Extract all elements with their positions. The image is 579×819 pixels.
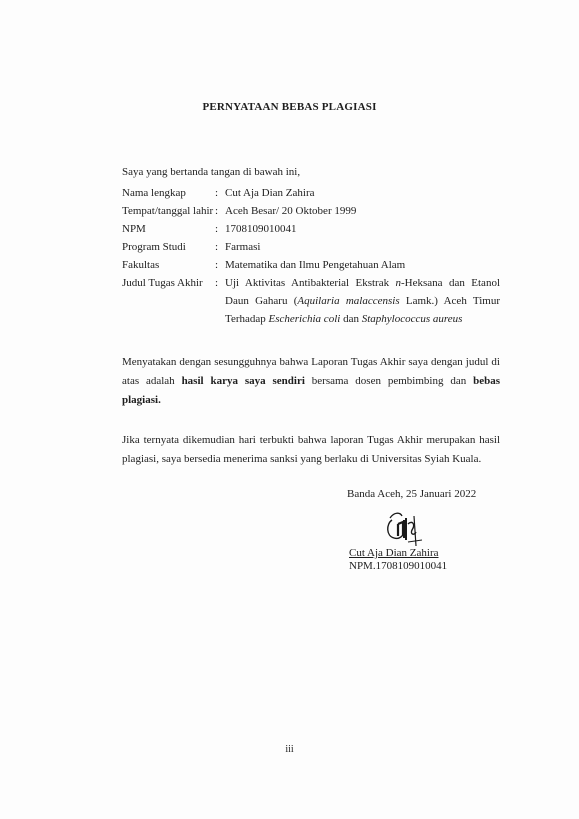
identity-colon: : — [215, 223, 219, 235]
signatory-name: Cut Aja Dian Zahira — [349, 547, 439, 559]
page-number: iii — [285, 744, 294, 755]
identity-label: NPM — [122, 223, 146, 235]
identity-colon: : — [215, 277, 219, 289]
identity-row-fakultas — [122, 256, 500, 274]
identity-value: Cut Aja Dian Zahira — [225, 187, 315, 199]
identity-colon: : — [215, 187, 219, 199]
identity-label: Fakultas — [122, 259, 160, 271]
identity-value: 1708109010041 — [225, 223, 297, 235]
identity-value: Matematika dan Ilmu Pengetahuan Alam — [225, 259, 406, 271]
sanction-paragraph: Jika ternyata dikemudian hari terbukti bahwa laporan Tugas Akhir merupakan hasil plagiasi, saya bersedia menerima sanksi yang berlaku di Universitas Syiah Kuala. — [122, 434, 500, 465]
identity-row-prodi — [122, 238, 500, 256]
identity-label: Program Studi — [122, 241, 186, 253]
thesis-title-value: Uji Aktivitas Antibakterial Ekstrak n-Heksana dan Etanol Daun Gaharu (Aquilaria malaccensis Lamk.) Aceh Timur Terhadap Escherichia coli dan Staphylococcus aureus — [225, 277, 500, 325]
identity-label: Nama lengkap — [122, 187, 186, 199]
identity-row-judul — [122, 274, 500, 328]
signature-image — [378, 506, 428, 548]
signature-place-date: Banda Aceh, 25 Januari 2022 — [347, 488, 477, 500]
identity-value: Aceh Besar/ 20 Oktober 1999 — [225, 205, 357, 217]
identity-label: Tempat/tanggal lahir — [122, 205, 214, 217]
identity-row-nama — [122, 184, 500, 202]
identity-row-ttl — [122, 202, 500, 220]
identity-colon: : — [215, 241, 219, 253]
identity-value: Farmasi — [225, 241, 261, 253]
declaration-paragraph: Menyatakan dengan sesungguhnya bahwa Laporan Tugas Akhir saya dengan judul di atas adalah hasil karya saya sendiri bersama dosen pembimbing dan bebas plagiasi. — [122, 356, 500, 406]
identity-label: Judul Tugas Akhir — [122, 277, 203, 289]
identity-colon: : — [215, 259, 219, 271]
identity-table — [122, 184, 500, 328]
identity-row-npm — [122, 220, 500, 238]
identity-colon: : — [215, 205, 219, 217]
page-title: PERNYATAAN BEBAS PLAGIASI — [202, 101, 377, 113]
signatory-npm: NPM.1708109010041 — [349, 560, 448, 572]
intro-text: Saya yang bertanda tangan di bawah ini, — [122, 166, 301, 178]
